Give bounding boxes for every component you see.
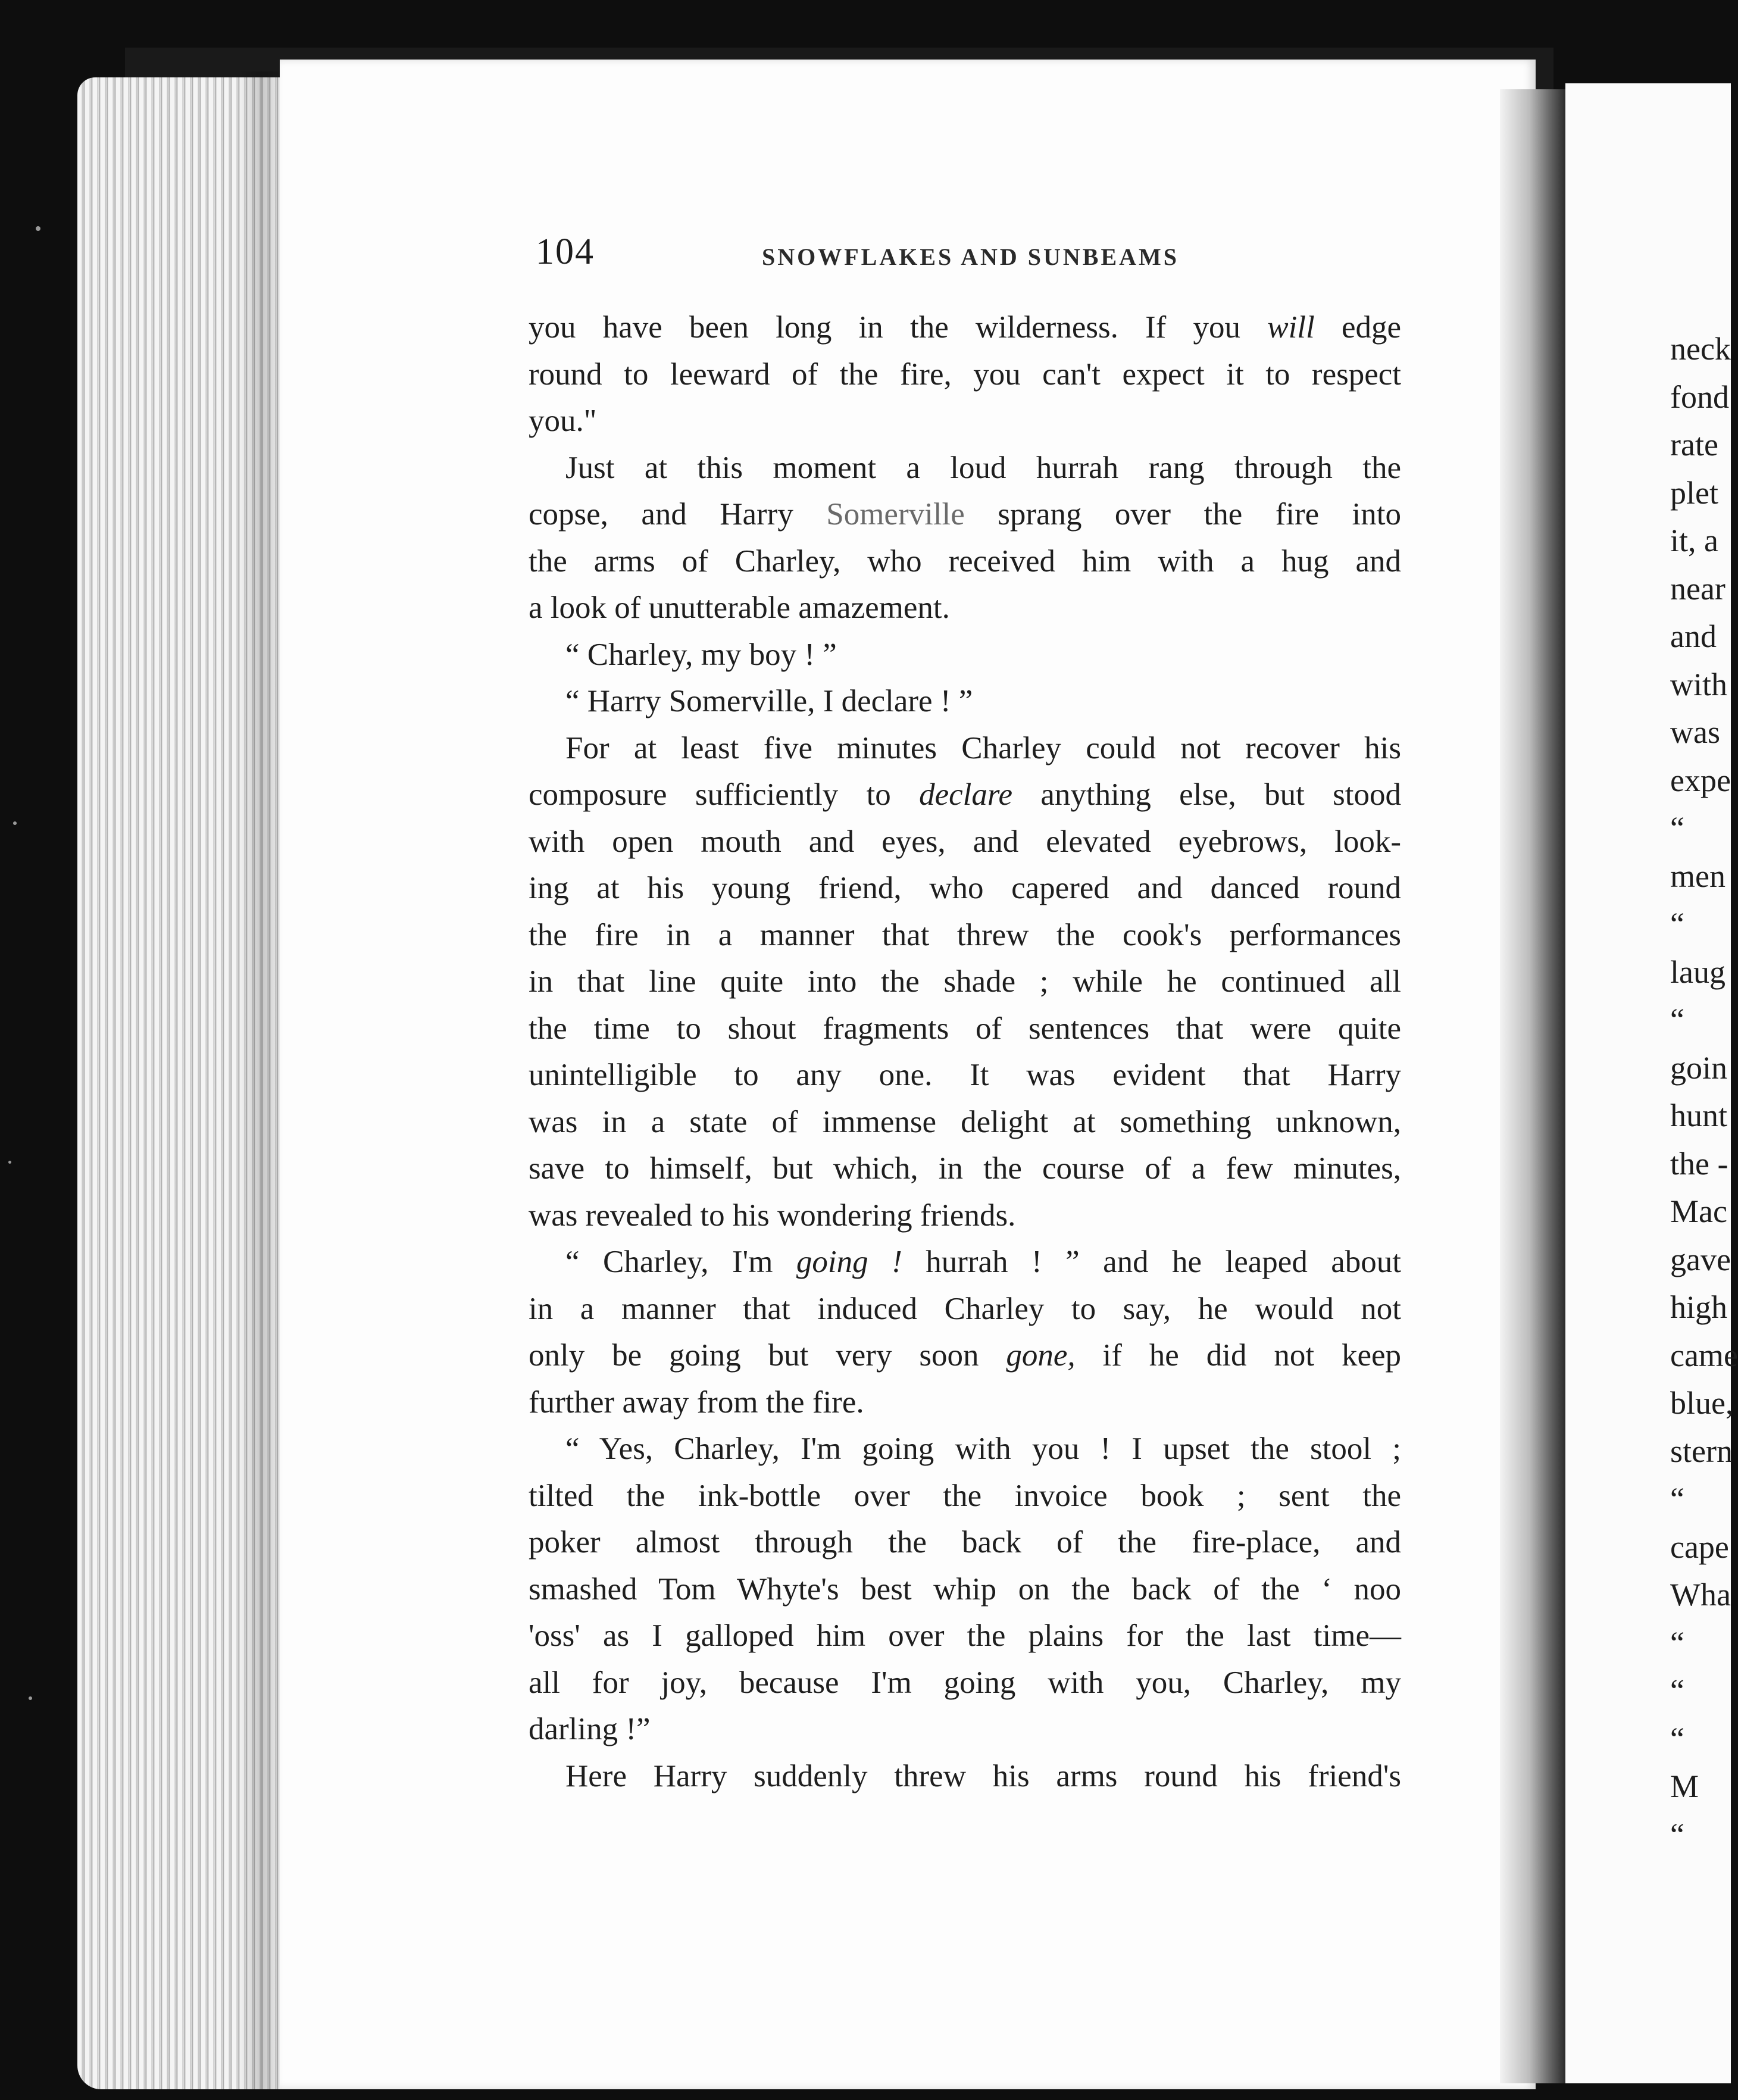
fore-edge-shadow (238, 71, 286, 2089)
book-gutter (1500, 89, 1565, 2083)
text-line: round to leeward of the fire, you can't expect it to respect (529, 357, 1401, 392)
text-line: darling !” (529, 1712, 651, 1746)
facing-page-line: laug (1670, 954, 1726, 990)
facing-page-line: Mac (1670, 1193, 1727, 1229)
text-line: with open mouth and eyes, and elevated eyebrows, look- (529, 824, 1401, 859)
dust-speck (36, 226, 40, 231)
facing-page-line: stern (1670, 1433, 1733, 1469)
facing-page-line: gave (1670, 1241, 1731, 1277)
text-line: ing at his young friend, who capered and danced round (529, 871, 1401, 905)
text-line: the time to shout fragments of sentences that were quite (529, 1011, 1401, 1046)
text-line: save to himself, but which, in the course of a few minutes, (529, 1151, 1401, 1186)
text-line: For at least five minutes Charley could not recover his (565, 730, 1401, 765)
facing-page-line: “ (1670, 1673, 1684, 1708)
facing-page-line: “ (1670, 1816, 1684, 1852)
facing-page-line: came (1670, 1337, 1738, 1373)
facing-page-line: cape (1670, 1529, 1729, 1565)
facing-page-line: the - (1670, 1145, 1728, 1182)
text-line: in a manner that induced Charley to say, he would not (529, 1291, 1401, 1326)
text-line: further away from the fire. (529, 1385, 864, 1420)
text-line: composure sufficiently to declare anything else, but stood (529, 777, 1401, 812)
facing-page-line: hunt (1670, 1098, 1728, 1133)
dust-speck (13, 821, 17, 825)
text-line: poker almost through the back of the fire-place, and (529, 1525, 1401, 1560)
text-line: Just at this moment a loud hurrah rang through the (565, 450, 1401, 485)
text-line: “ Charley, my boy ! ” (565, 637, 837, 672)
dust-speck (8, 1161, 11, 1164)
text-line: a look of unutterable amazement. (529, 590, 950, 625)
text-line: unintelligible to any one. It was evident that Harry (529, 1058, 1401, 1092)
text-line: the arms of Charley, who received him with a hug and (529, 543, 1401, 579)
facing-page-line: “ (1670, 810, 1684, 846)
text-line: was revealed to his wondering friends. (529, 1198, 1016, 1233)
facing-page-line: Wha (1670, 1577, 1731, 1612)
facing-page-line: and (1670, 618, 1717, 654)
facing-page-line: near (1670, 570, 1726, 607)
facing-page-line: with (1670, 666, 1728, 702)
text-line: all for joy, because I'm going with you, Charley, my (529, 1665, 1401, 1700)
facing-page-line: it, a (1670, 523, 1718, 558)
text-line: you have been long in the wilderness. If you will edge (529, 310, 1401, 345)
text-line: you." (529, 404, 597, 438)
facing-page (1565, 83, 1738, 2083)
dust-speck (29, 1696, 32, 1700)
facing-page-line: rate (1670, 427, 1718, 462)
text-line: “ Yes, Charley, I'm going with you ! I upset the stool ; (565, 1432, 1401, 1466)
text-line: “ Harry Somerville, I declare ! ” (565, 684, 973, 718)
facing-page-line: plet (1670, 474, 1718, 511)
facing-page-line: expe (1670, 762, 1731, 798)
text-line: copse, and Harry Somerville sprang over the fire into (529, 497, 1401, 532)
facing-page-line: “ (1670, 1481, 1684, 1517)
facing-page-line: “ (1670, 1624, 1684, 1661)
text-line: the fire in a manner that threw the cook's performances (529, 917, 1401, 952)
facing-page-line: “ (1670, 1720, 1684, 1757)
running-title: SNOWFLAKES AND SUNBEAMS (762, 243, 1180, 270)
facing-page-line: men (1670, 858, 1726, 894)
facing-page-line: neck (1670, 331, 1731, 367)
facing-page-line: fond (1670, 379, 1729, 415)
text-line: 'oss' as I galloped him over the plains for the last time— (529, 1618, 1401, 1653)
facing-page-line: high (1670, 1289, 1728, 1325)
facing-page-line: blue, (1670, 1385, 1734, 1421)
facing-page-line: “ (1670, 906, 1684, 942)
text-line: “ Charley, I'm going ! hurrah ! ” and he leaped about (565, 1245, 1402, 1279)
text-line: Here Harry suddenly threw his arms round his friend's (565, 1758, 1401, 1793)
text-line: in that line quite into the shade ; while he continued all (529, 964, 1401, 999)
facing-page-line: M (1670, 1768, 1699, 1804)
facing-page-line: was (1670, 714, 1720, 750)
facing-page-clip (1565, 0, 1738, 2100)
text-line: only be going but very soon gone, if he did not keep (529, 1338, 1401, 1373)
text-line: smashed Tom Whyte's best whip on the back of the ‘ noo (529, 1571, 1401, 1607)
text-line: was in a state of immense delight at something unknown, (529, 1104, 1401, 1139)
facing-page-line: goin (1670, 1049, 1728, 1086)
text-line: tilted the ink-bottle over the invoice book ; sent the (529, 1478, 1401, 1513)
facing-page-line: “ (1670, 1002, 1684, 1038)
page-number: 104 (536, 232, 595, 272)
